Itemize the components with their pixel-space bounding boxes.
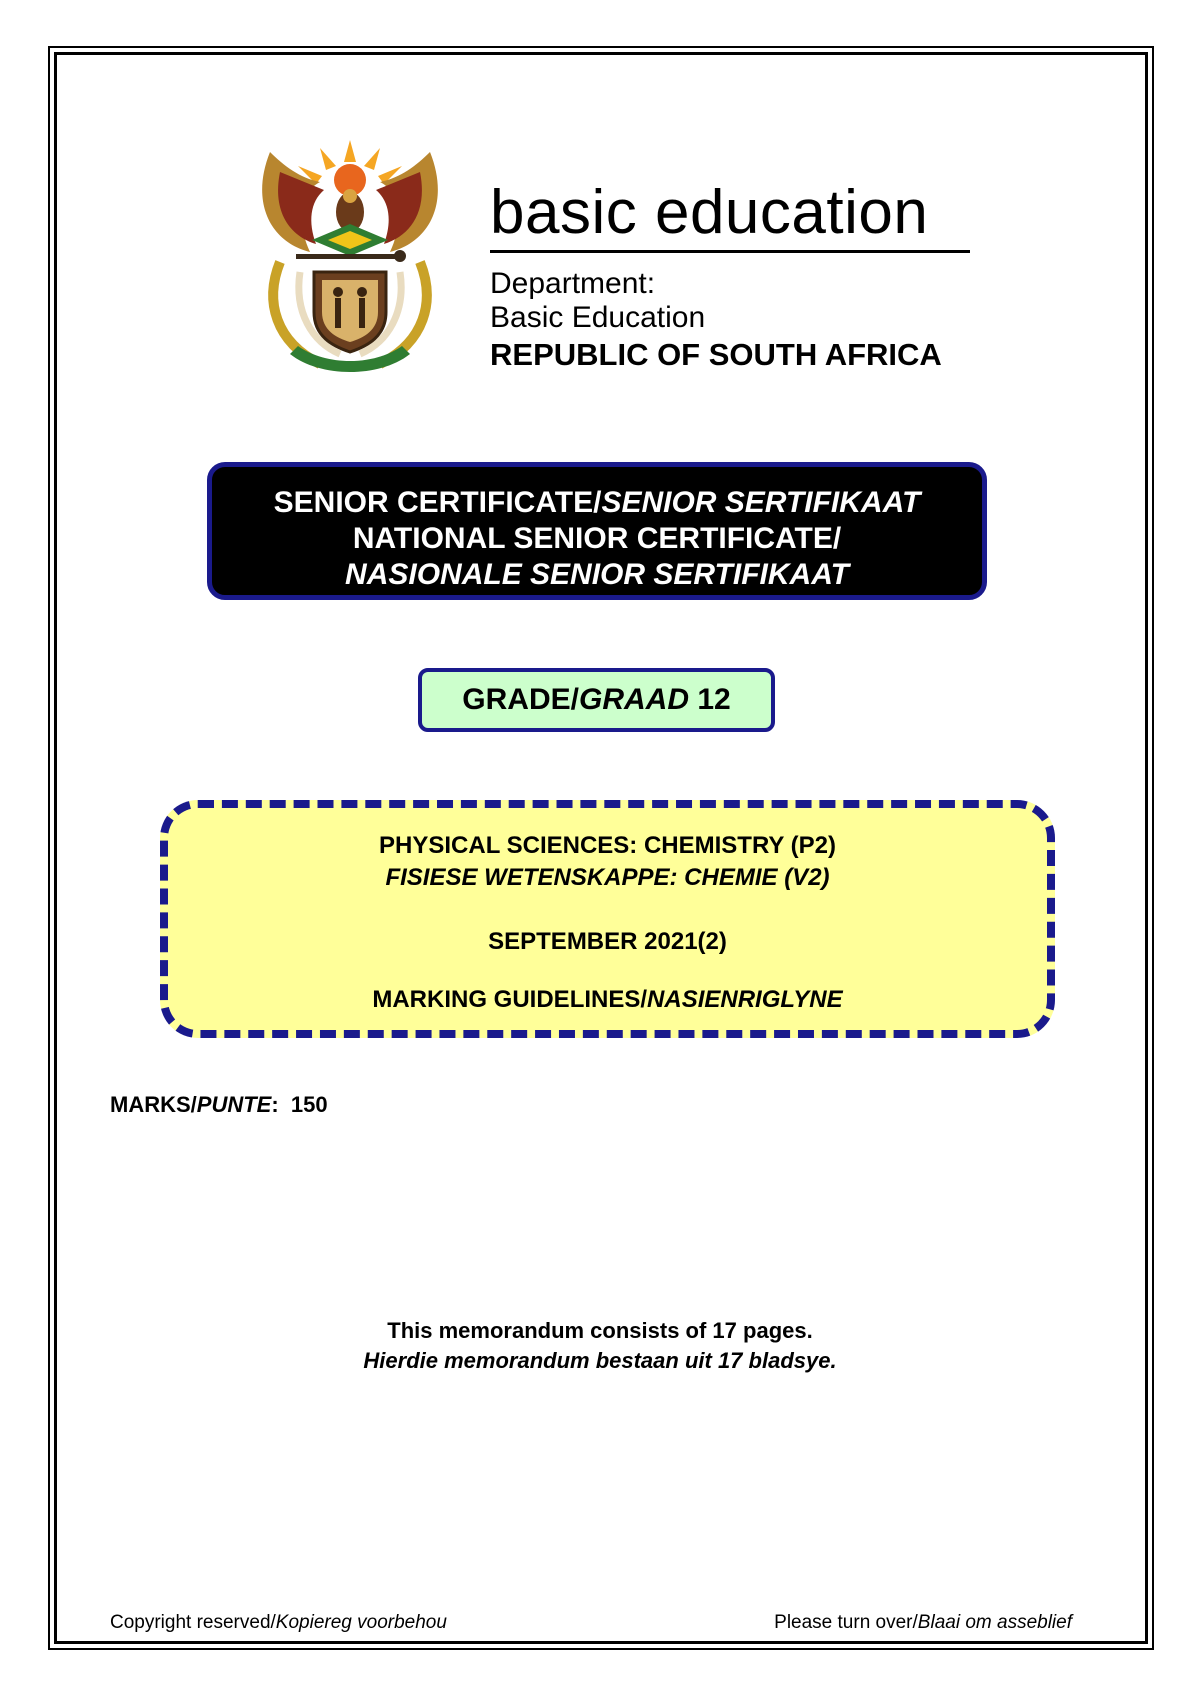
grade-number: 12 bbox=[697, 683, 731, 716]
copyright-afrikaans: Kopiereg voorbehou bbox=[275, 1612, 447, 1633]
marks-separator: : bbox=[271, 1092, 291, 1117]
copyright-english: Copyright reserved/ bbox=[110, 1612, 276, 1633]
coat-of-arms-logo bbox=[250, 132, 450, 378]
guidelines-english: MARKING GUIDELINES/ bbox=[372, 986, 648, 1013]
certificate-line-1 bbox=[212, 485, 982, 521]
grade-label-afrikaans: GRAAD bbox=[578, 683, 689, 716]
certificate-line-2: NATIONAL SENIOR CERTIFICATE/ bbox=[352, 522, 842, 555]
turn-over-afrikaans: Blaai om asseblief bbox=[917, 1612, 1072, 1633]
subject-afrikaans: FISIESE WETENSKAPPE: CHEMIE (V2) bbox=[385, 864, 830, 891]
marking-guidelines-title bbox=[168, 986, 1047, 1014]
brand-title: basic education bbox=[490, 178, 929, 247]
country-name: REPUBLIC OF SOUTH AFRICA bbox=[490, 337, 942, 372]
marks-value: 150 bbox=[290, 1092, 328, 1117]
department-name: Basic Education bbox=[490, 301, 706, 334]
page-count-english: This memorandum consists of 17 pages. bbox=[387, 1318, 813, 1343]
footer-copyright bbox=[110, 1612, 447, 1634]
department-label: Department: bbox=[490, 267, 656, 300]
grade-label-english: GRADE/ bbox=[462, 683, 579, 716]
subject-english: PHYSICAL SCIENCES: CHEMISTRY (P2) bbox=[379, 832, 836, 859]
marks-label-afrikaans: PUNTE bbox=[196, 1092, 272, 1117]
department-brand bbox=[490, 178, 970, 373]
total-marks bbox=[110, 1092, 328, 1118]
grade-badge bbox=[418, 668, 775, 732]
certificate-banner bbox=[207, 462, 987, 600]
subject-panel bbox=[160, 800, 1055, 1038]
page-count-afrikaans: Hierdie memorandum bestaan uit 17 bladsye. bbox=[363, 1348, 837, 1373]
certificate-line-1-english: SENIOR CERTIFICATE/ bbox=[273, 486, 602, 519]
page-count-note bbox=[0, 1316, 1200, 1376]
certificate-line-1-afrikaans: SENIOR SERTIFIKAAT bbox=[601, 486, 921, 519]
turn-over-english: Please turn over/ bbox=[774, 1612, 918, 1633]
certificate-line-3 bbox=[212, 557, 982, 593]
exam-session: SEPTEMBER 2021(2) bbox=[488, 928, 727, 955]
certificate-line-3-afrikaans: NASIONALE SENIOR SERTIFIKAAT bbox=[345, 558, 849, 591]
marks-label-english: MARKS/ bbox=[110, 1092, 197, 1117]
footer-turn-over bbox=[774, 1612, 1072, 1634]
guidelines-afrikaans: NASIENRIGLYNE bbox=[647, 986, 843, 1013]
brand-divider bbox=[490, 250, 970, 253]
